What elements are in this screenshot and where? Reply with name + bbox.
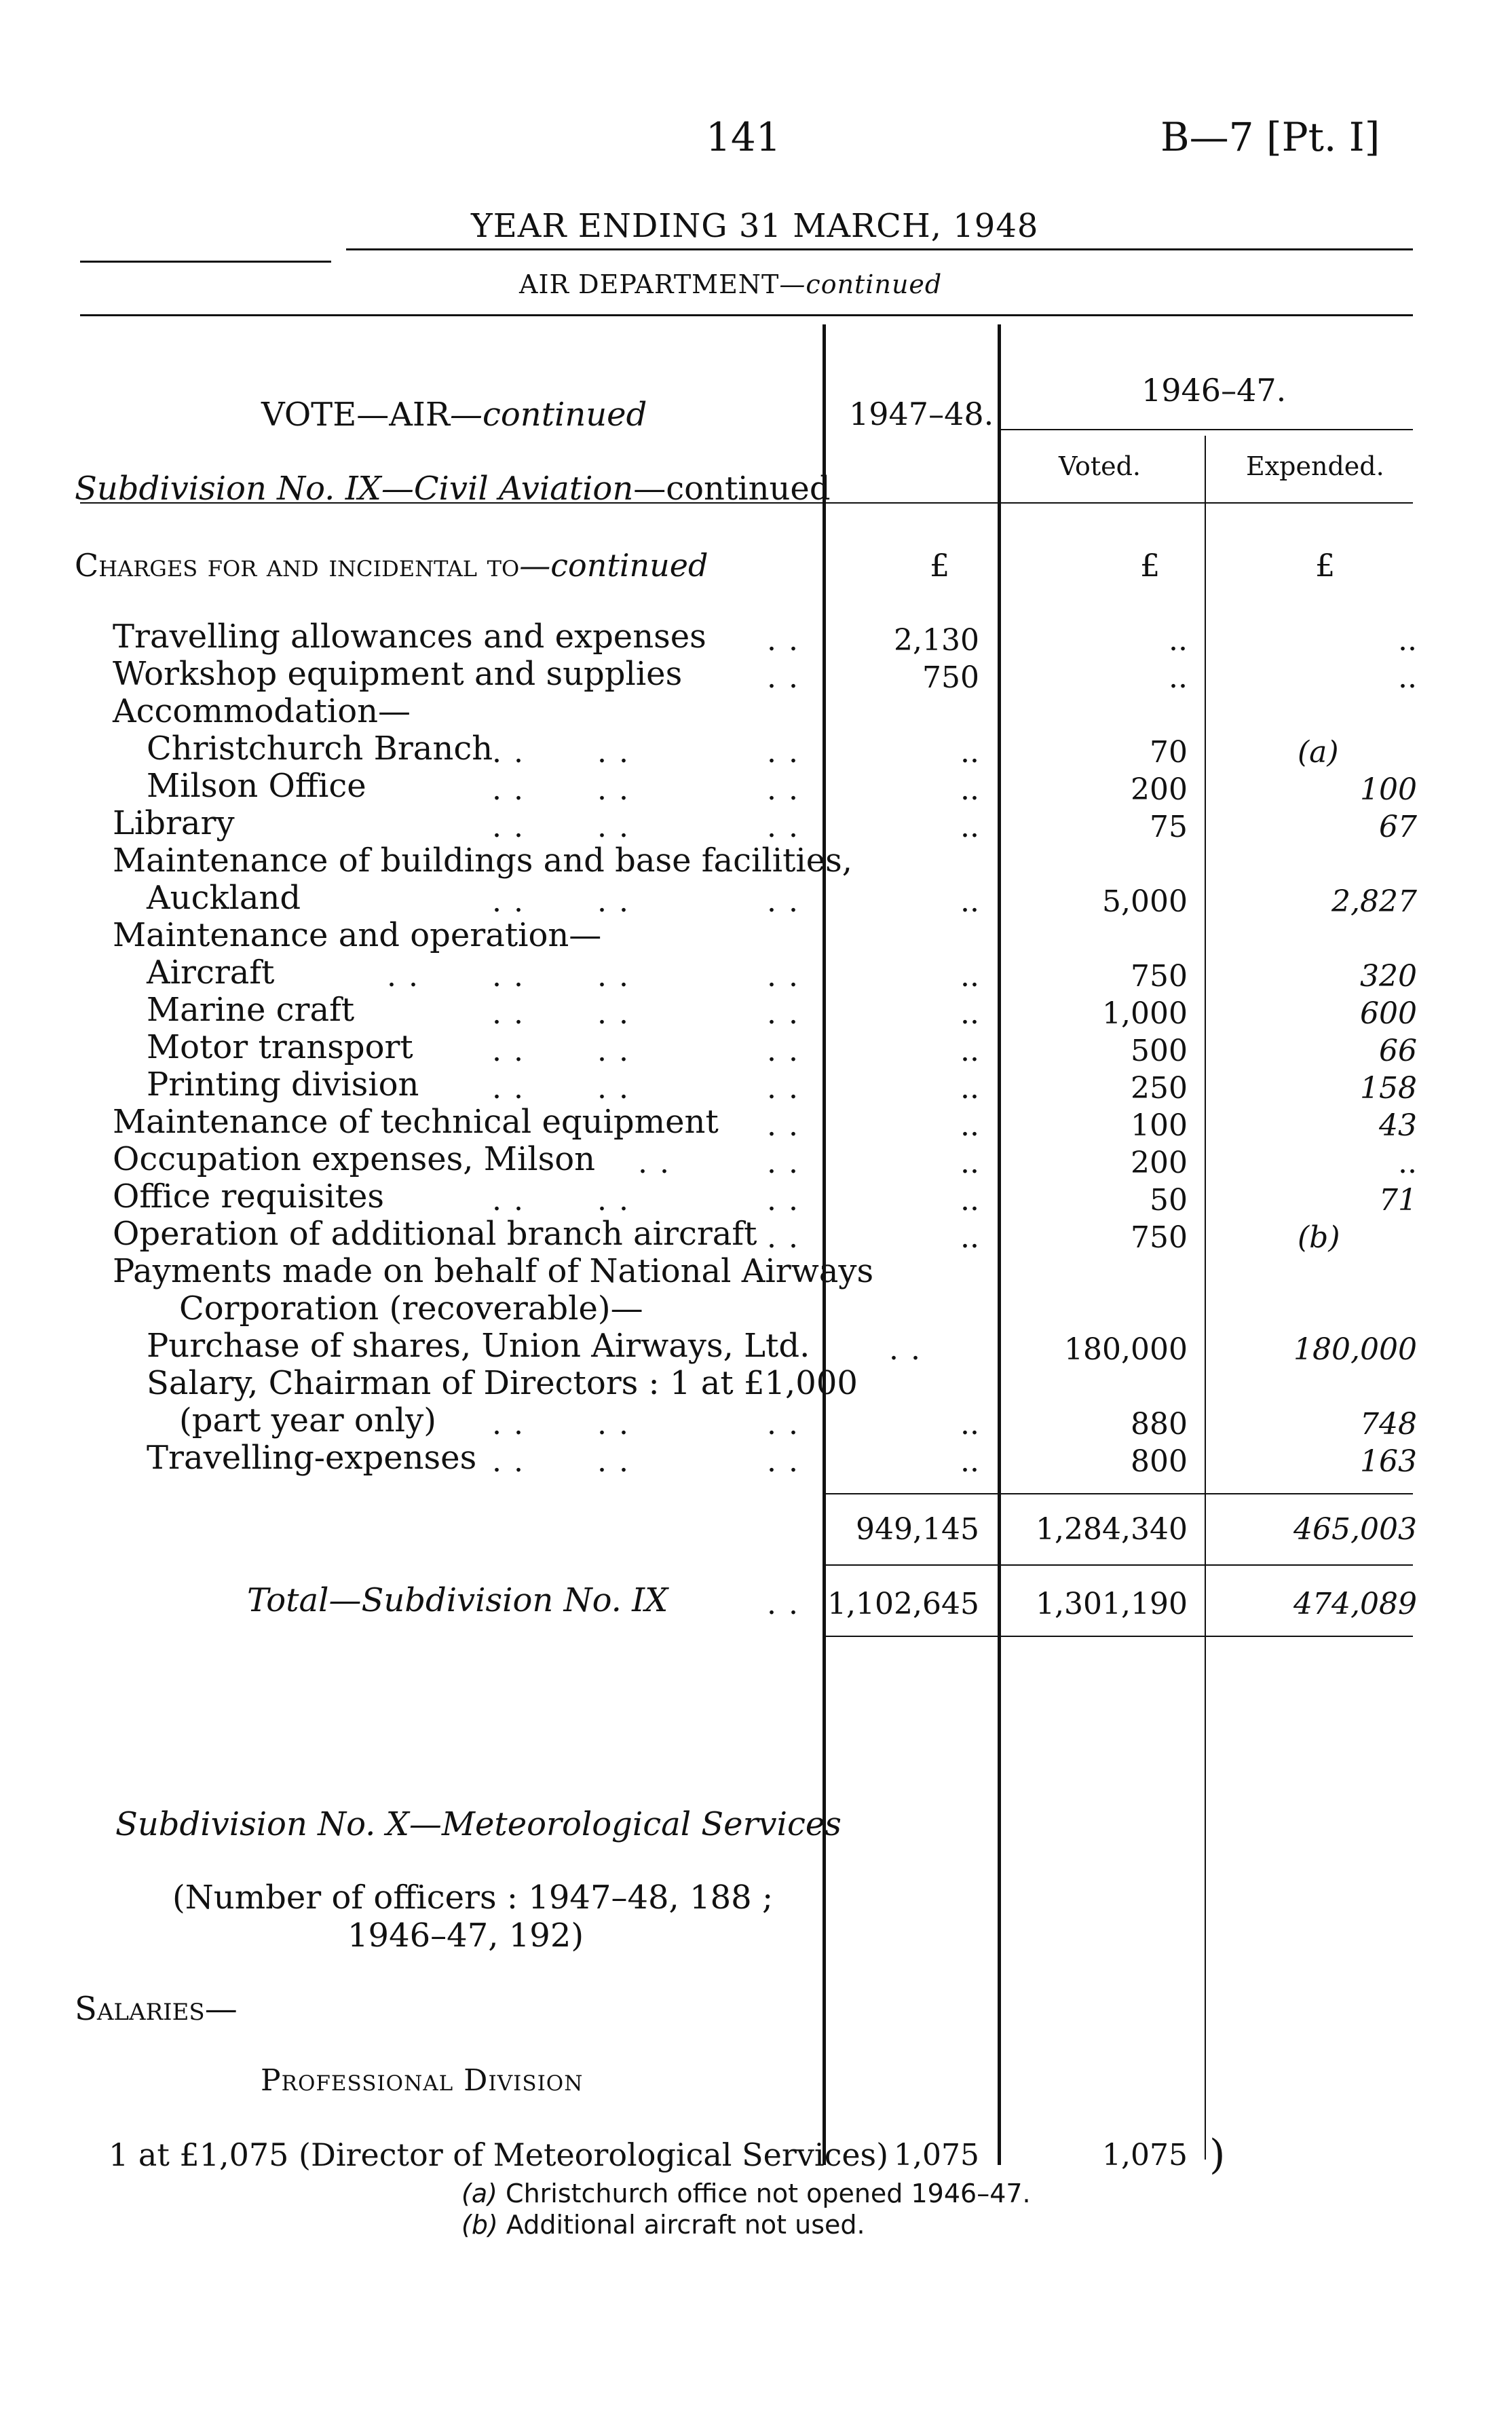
salaries-heading: Salaries— bbox=[75, 1990, 238, 2028]
leader-dots: . . bbox=[597, 1407, 630, 1442]
subdivision-heading bbox=[75, 470, 831, 508]
director-voted: 1,075 bbox=[1102, 2138, 1188, 2172]
footnote-text: Additional aircraft not used. bbox=[506, 2210, 865, 2240]
leader-dots: . . bbox=[492, 1183, 525, 1218]
row-value-1947-48: .. bbox=[960, 1146, 979, 1180]
leader-dots: . . bbox=[638, 1146, 670, 1180]
row-label: Workshop equipment and supplies bbox=[113, 655, 683, 693]
row-value-expended: 320 bbox=[1360, 959, 1417, 994]
leader-dots: . . bbox=[387, 959, 419, 994]
row-label: (part year only) bbox=[179, 1401, 436, 1439]
leader-dots: . . bbox=[889, 1332, 922, 1367]
row-value-expended: .. bbox=[1398, 660, 1417, 695]
row-value-voted: 200 bbox=[1131, 1146, 1188, 1180]
row-value-expended: 158 bbox=[1360, 1071, 1417, 1106]
row-value-expended: 100 bbox=[1360, 772, 1417, 807]
row-label: Printing division bbox=[147, 1066, 419, 1104]
column-rule-2 bbox=[998, 324, 1001, 2165]
leader-dots: . . bbox=[767, 1183, 799, 1218]
charges-title: Charges for and incidental to bbox=[75, 547, 520, 584]
row-value-expended: (b) bbox=[1298, 1220, 1340, 1255]
department-continued: —continued bbox=[779, 269, 943, 299]
row-value-1947-48: .. bbox=[960, 959, 979, 994]
leader-dots: . . bbox=[767, 810, 799, 844]
row-value-1947-48: 2,130 bbox=[894, 623, 979, 658]
row-value-voted: .. bbox=[1169, 623, 1188, 658]
bracket-mark: ) bbox=[1209, 2131, 1226, 2179]
currency-col2: £ bbox=[1140, 547, 1160, 584]
row-value-voted: 250 bbox=[1131, 1071, 1188, 1106]
footnote-mark: (b) bbox=[461, 2210, 498, 2240]
leader-dots: . . bbox=[492, 772, 525, 807]
row-value-voted: 1,000 bbox=[1102, 996, 1188, 1031]
footnote-mark: (a) bbox=[461, 2179, 497, 2208]
row-label: Auckland bbox=[147, 879, 301, 917]
row-label: Milson Office bbox=[147, 767, 366, 805]
leader-dots: . . bbox=[492, 1444, 525, 1479]
leader-dots: . . bbox=[767, 772, 799, 807]
rule-left bbox=[80, 261, 331, 263]
leader-dots: . . bbox=[597, 1183, 630, 1218]
subdivision-x-title: Subdivision No. X—Meteorological Services bbox=[115, 1805, 842, 1843]
officers-line-1: (Number of officers : 1947–48, 188 ; bbox=[172, 1879, 774, 1917]
year-span-rule bbox=[1001, 429, 1413, 430]
row-label: Travelling-expenses bbox=[147, 1439, 477, 1477]
officers-line-2: 1946–47, 192) bbox=[347, 1917, 584, 1955]
leader-dots: . . bbox=[492, 1407, 525, 1442]
leader-dots: . . bbox=[492, 996, 525, 1031]
row-label: Salary, Chairman of Directors : 1 at £1,000 bbox=[147, 1364, 858, 1402]
row-value-voted: 75 bbox=[1150, 810, 1188, 844]
column-rule-3 bbox=[1205, 436, 1206, 2160]
rule-right bbox=[346, 248, 1413, 250]
leader-dots: . . bbox=[492, 1071, 525, 1106]
row-label: Aircraft bbox=[147, 954, 275, 992]
leader-dots: . . bbox=[492, 959, 525, 994]
col-header-1947-48: 1947–48. bbox=[849, 396, 994, 432]
row-value-voted: 5,000 bbox=[1102, 884, 1188, 919]
page-number: 141 bbox=[706, 114, 781, 160]
leader-dots: . . bbox=[767, 1407, 799, 1442]
row-label: Library bbox=[113, 804, 235, 842]
row-label: Maintenance of technical equipment bbox=[113, 1103, 719, 1141]
total-expended: 474,089 bbox=[1293, 1587, 1417, 1621]
leader-dots: . . bbox=[767, 1587, 799, 1621]
currency-col3: £ bbox=[1315, 547, 1336, 584]
leader-dots: . . bbox=[767, 660, 799, 695]
leader-dots: . . bbox=[767, 1220, 799, 1255]
row-label: Marine craft bbox=[147, 991, 355, 1029]
row-value-expended: 66 bbox=[1379, 1034, 1417, 1068]
header-rule bbox=[80, 314, 1413, 316]
footnote-b bbox=[461, 2210, 865, 2240]
row-value-voted: 500 bbox=[1131, 1034, 1188, 1068]
row-value-1947-48: .. bbox=[960, 1183, 979, 1218]
row-label: Christchurch Branch bbox=[147, 730, 493, 768]
leader-dots: . . bbox=[597, 810, 630, 844]
director-1947-48: 1,075 bbox=[894, 2138, 979, 2172]
leader-dots: . . bbox=[597, 1071, 630, 1106]
leader-dots: . . bbox=[492, 884, 525, 919]
row-label: Maintenance and operation— bbox=[113, 916, 602, 954]
subtotal-voted: 1,284,340 bbox=[1036, 1512, 1188, 1547]
row-value-1947-48: .. bbox=[960, 1407, 979, 1442]
total-1947-48: 1,102,645 bbox=[827, 1587, 979, 1621]
row-label: Occupation expenses, Milson bbox=[113, 1140, 596, 1178]
leader-dots: . . bbox=[597, 996, 630, 1031]
row-value-voted: 750 bbox=[1131, 1220, 1188, 1255]
leader-dots: . . bbox=[597, 772, 630, 807]
col-header-voted: Voted. bbox=[1059, 451, 1141, 481]
row-label: Corporation (recoverable)— bbox=[179, 1289, 643, 1328]
leader-dots: . . bbox=[597, 884, 630, 919]
row-label: Motor transport bbox=[147, 1028, 413, 1066]
row-value-expended: 67 bbox=[1379, 810, 1417, 844]
col-header-1946-47: 1946–47. bbox=[1141, 372, 1287, 409]
row-value-expended: (a) bbox=[1298, 735, 1339, 770]
vote-title: VOTE—AIR bbox=[261, 396, 450, 434]
leader-dots: . . bbox=[767, 623, 799, 658]
leader-dots: . . bbox=[767, 996, 799, 1031]
row-value-voted: 70 bbox=[1150, 735, 1188, 770]
total-label: Total—Subdivision No. IX bbox=[247, 1581, 668, 1619]
row-value-1947-48: .. bbox=[960, 735, 979, 770]
leader-dots: . . bbox=[492, 1034, 525, 1068]
row-value-expended: 163 bbox=[1360, 1444, 1417, 1479]
row-value-voted: 180,000 bbox=[1064, 1332, 1188, 1367]
row-value-expended: 43 bbox=[1379, 1108, 1417, 1143]
row-value-voted: .. bbox=[1169, 660, 1188, 695]
row-label: Operation of additional branch aircraft bbox=[113, 1215, 757, 1253]
row-value-voted: 800 bbox=[1131, 1444, 1188, 1479]
row-value-1947-48: .. bbox=[960, 772, 979, 807]
row-value-1947-48: 750 bbox=[922, 660, 979, 695]
leader-dots: . . bbox=[767, 1034, 799, 1068]
row-label: Purchase of shares, Union Airways, Ltd. bbox=[147, 1327, 810, 1365]
row-value-1947-48: .. bbox=[960, 996, 979, 1031]
professional-division-heading: Professional Division bbox=[261, 2063, 584, 2098]
leader-dots: . . bbox=[767, 735, 799, 770]
subtotal-1947-48: 949,145 bbox=[856, 1512, 979, 1547]
row-label: Maintenance of buildings and base facilities, bbox=[113, 842, 853, 880]
row-label: Travelling allowances and expenses bbox=[113, 618, 706, 656]
charges-heading bbox=[75, 547, 708, 584]
leader-dots: . . bbox=[767, 1444, 799, 1479]
subdivision-title: Subdivision No. IX—Civil Aviation bbox=[75, 470, 634, 508]
leader-dots: . . bbox=[767, 1071, 799, 1106]
subtotal-rule-top bbox=[823, 1493, 1413, 1494]
subtotal-expended: 465,003 bbox=[1293, 1512, 1417, 1547]
row-value-1947-48: .. bbox=[960, 1071, 979, 1106]
leader-dots: . . bbox=[767, 1108, 799, 1143]
row-value-expended: 71 bbox=[1379, 1183, 1417, 1218]
row-value-1947-48: .. bbox=[960, 1444, 979, 1479]
leader-dots: . . bbox=[767, 884, 799, 919]
leader-dots: . . bbox=[597, 1444, 630, 1479]
row-value-expended: .. bbox=[1398, 623, 1417, 658]
leader-dots: . . bbox=[597, 1034, 630, 1068]
row-value-1947-48: .. bbox=[960, 1108, 979, 1143]
vote-continued: —continued bbox=[450, 396, 647, 434]
department-title bbox=[519, 269, 942, 299]
currency-col1: £ bbox=[930, 547, 950, 584]
row-value-expended: 2,827 bbox=[1331, 884, 1417, 919]
column-rule-1 bbox=[823, 324, 826, 2165]
row-value-expended: 180,000 bbox=[1293, 1332, 1417, 1367]
year-title: YEAR ENDING 31 MARCH, 1948 bbox=[471, 207, 1039, 245]
col-header-expended: Expended. bbox=[1246, 451, 1384, 481]
charges-continued: —continued bbox=[519, 547, 708, 584]
row-value-voted: 100 bbox=[1131, 1108, 1188, 1143]
row-value-1947-48: .. bbox=[960, 1220, 979, 1255]
row-label: Office requisites bbox=[113, 1178, 385, 1216]
row-value-expended: 748 bbox=[1360, 1407, 1417, 1442]
row-value-voted: 880 bbox=[1131, 1407, 1188, 1442]
director-row-label: 1 at £1,075 (Director of Meteorological Services) bbox=[109, 2136, 889, 2173]
row-value-1947-48: .. bbox=[960, 884, 979, 919]
vote-heading bbox=[261, 396, 647, 434]
leader-dots: . . bbox=[597, 959, 630, 994]
leader-dots: . . bbox=[767, 1146, 799, 1180]
total-rule bbox=[823, 1636, 1413, 1637]
total-voted: 1,301,190 bbox=[1036, 1587, 1188, 1621]
leader-dots: . . bbox=[597, 735, 630, 770]
leader-dots: . . bbox=[767, 959, 799, 994]
footnote-text: Christchurch office not opened 1946–47. bbox=[506, 2179, 1031, 2208]
row-value-expended: .. bbox=[1398, 1146, 1417, 1180]
row-value-voted: 200 bbox=[1131, 772, 1188, 807]
footnote-a bbox=[461, 2179, 1031, 2208]
row-value-1947-48: .. bbox=[960, 810, 979, 844]
row-label: Accommodation— bbox=[113, 692, 411, 730]
document-reference: B—7 [Pt. I] bbox=[1160, 114, 1380, 160]
subtotal-rule-bottom bbox=[823, 1564, 1413, 1566]
row-label: Payments made on behalf of National Airways bbox=[113, 1252, 874, 1290]
row-value-voted: 750 bbox=[1131, 959, 1188, 994]
row-value-voted: 50 bbox=[1150, 1183, 1188, 1218]
department-name: AIR DEPARTMENT bbox=[519, 269, 780, 299]
leader-dots: . . bbox=[492, 810, 525, 844]
row-value-1947-48: .. bbox=[960, 1034, 979, 1068]
row-value-expended: 600 bbox=[1360, 996, 1417, 1031]
subdivision-continued: —continued bbox=[633, 470, 831, 508]
leader-dots: . . bbox=[492, 735, 525, 770]
